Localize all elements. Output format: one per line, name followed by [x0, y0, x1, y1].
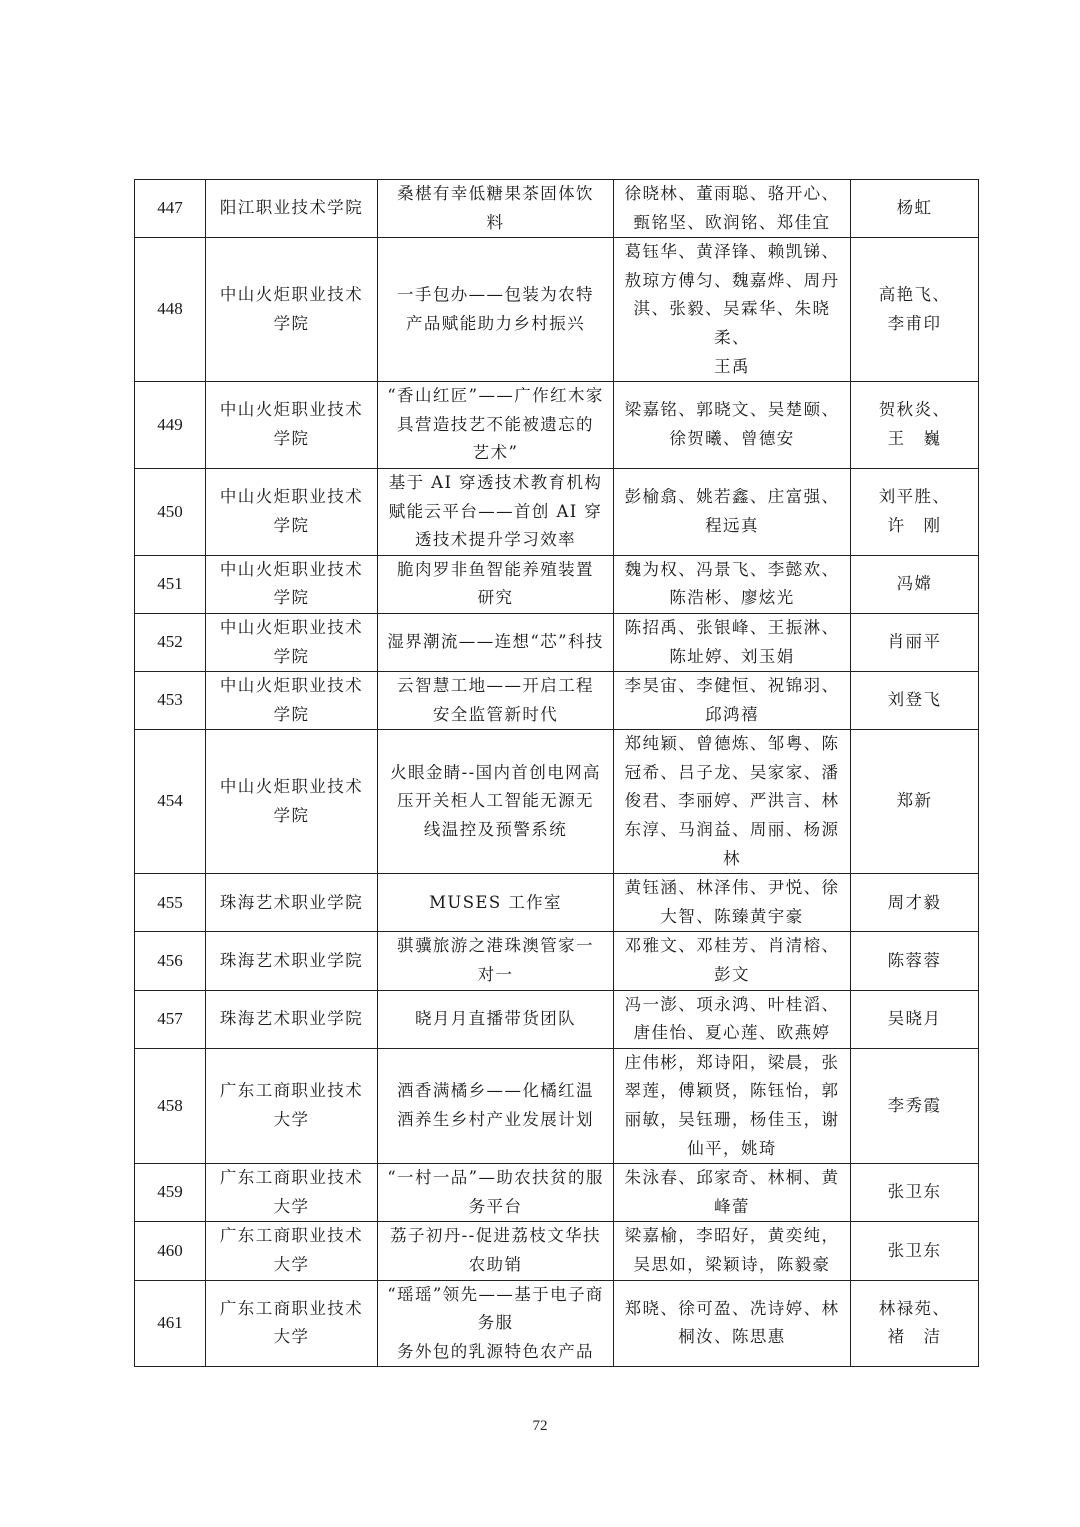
advisor-name: 杨虹 [851, 180, 979, 238]
advisor-name: 张卫东 [851, 1164, 979, 1222]
team-members: 庄伟彬，郑诗阳，梁晨，张 翠莲，傅颖贤，陈钰怡，郭 丽敏，吴钰珊，杨佳玉，谢 仙平，姚琦 [614, 1048, 851, 1163]
table-row [135, 1048, 979, 1163]
team-members: 朱泳春、邱家奇、林桐、黄 峰蕾 [614, 1164, 851, 1222]
team-members: 李昊宙、李健恒、祝锦羽、 邱鸿禧 [614, 672, 851, 730]
team-members: 陈招禹、张银峰、王振淋、 陈址婷、刘玉娟 [614, 613, 851, 671]
project-name: 桑椹有幸低糖果茶固体饮 料 [378, 180, 614, 238]
project-name: 荔子初丹--促进荔枝文华扶 农助销 [378, 1222, 614, 1280]
row-number: 447 [135, 180, 206, 238]
project-name: 火眼金睛--国内首创电网高 压开关柜人工智能无源无 线温控及预警系统 [378, 730, 614, 874]
table-row [135, 468, 979, 555]
project-name: 基于 AI 穿透技术教育机构 赋能云平台——首创 AI 穿 透技术提升学习效率 [378, 468, 614, 555]
school-name: 中山火炬职业技术 学院 [206, 468, 378, 555]
advisor-name: 肖丽平 [851, 613, 979, 671]
advisor-name: 冯嫦 [851, 555, 979, 613]
team-members: 魏为权、冯景飞、李懿欢、 陈浩彬、廖炫光 [614, 555, 851, 613]
table-row [135, 1280, 979, 1367]
table-row [135, 672, 979, 730]
team-members: 梁嘉榆，李昭好，黄奕纯， 吴思如，梁颖诗，陈毅豪 [614, 1222, 851, 1280]
row-number: 459 [135, 1164, 206, 1222]
advisor-name: 周才毅 [851, 874, 979, 932]
table-row [135, 613, 979, 671]
school-name: 阳江职业技术学院 [206, 180, 378, 238]
row-number: 454 [135, 730, 206, 874]
team-members: 徐晓林、董雨聪、骆开心、 甄铭坚、欧润铭、郑佳宜 [614, 180, 851, 238]
table-row [135, 730, 979, 874]
advisor-name: 陈蓉蓉 [851, 932, 979, 990]
row-number: 449 [135, 382, 206, 469]
school-name: 广东工商职业技术 大学 [206, 1222, 378, 1280]
advisor-name: 林禄苑、 褚 洁 [851, 1280, 979, 1367]
project-name: 云智慧工地——开启工程 安全监管新时代 [378, 672, 614, 730]
project-name: “一村一品”—助农扶贫的服 务平台 [378, 1164, 614, 1222]
team-members: 郑纯颖、曾德炼、邹粤、陈 冠希、吕子龙、吴家家、潘 俊君、李丽婷、严洪言、林 东淳、马润益、周丽、杨源 林 [614, 730, 851, 874]
table-row [135, 1222, 979, 1280]
row-number: 452 [135, 613, 206, 671]
table-row [135, 180, 979, 238]
team-members: 彭榆翕、姚若鑫、庄富强、 程远真 [614, 468, 851, 555]
project-name: “香山红匠”——广作红木家 具营造技艺不能被遗忘的 艺术” [378, 382, 614, 469]
advisor-name: 李秀霞 [851, 1048, 979, 1163]
team-members: 邓雅文、邓桂芳、肖清榕、 彭文 [614, 932, 851, 990]
table-row [135, 382, 979, 469]
row-number: 458 [135, 1048, 206, 1163]
page-number: 72 [532, 1418, 548, 1434]
advisor-name: 贺秋炎、 王 巍 [851, 382, 979, 469]
roster-body [135, 180, 979, 1367]
table-row [135, 874, 979, 932]
team-members: 梁嘉铭、郭晓文、吴楚颐、 徐贺曦、曾德安 [614, 382, 851, 469]
school-name: 中山火炬职业技术 学院 [206, 613, 378, 671]
team-members: 葛钰华、黄泽锋、赖凯锑、 敖琼方傅匀、魏嘉烨、周丹 淇、张毅、吴霖华、朱晓柔、 王禹 [614, 238, 851, 382]
team-members: 郑晓、徐可盈、冼诗婷、林 桐汝、陈思惠 [614, 1280, 851, 1367]
project-name: MUSES 工作室 [378, 874, 614, 932]
school-name: 中山火炬职业技术 学院 [206, 382, 378, 469]
advisor-name: 刘登飞 [851, 672, 979, 730]
table-row [135, 932, 979, 990]
school-name: 珠海艺术职业学院 [206, 874, 378, 932]
table-row [135, 238, 979, 382]
advisor-name: 刘平胜、 许 刚 [851, 468, 979, 555]
school-name: 广东工商职业技术 大学 [206, 1164, 378, 1222]
school-name: 广东工商职业技术 大学 [206, 1048, 378, 1163]
table-row [135, 1164, 979, 1222]
row-number: 453 [135, 672, 206, 730]
project-name: 脆肉罗非鱼智能养殖装置 研究 [378, 555, 614, 613]
project-name: 湿界潮流——连想“芯”科技 [378, 613, 614, 671]
school-name: 中山火炬职业技术 学院 [206, 555, 378, 613]
row-number: 448 [135, 238, 206, 382]
project-name: 晓月月直播带货团队 [378, 990, 614, 1048]
advisor-name: 郑新 [851, 730, 979, 874]
project-name: “瑶瑶”领先——基于电子商 务服 务外包的乳源特色农产品 [378, 1280, 614, 1367]
row-number: 456 [135, 932, 206, 990]
row-number: 455 [135, 874, 206, 932]
table-row [135, 990, 979, 1048]
school-name: 中山火炬职业技术 学院 [206, 730, 378, 874]
advisor-name: 张卫东 [851, 1222, 979, 1280]
row-number: 451 [135, 555, 206, 613]
table-row [135, 555, 979, 613]
award-roster-table [134, 179, 979, 1367]
team-members: 黄钰涵、林泽伟、尹悦、徐 大智、陈臻黄宇豪 [614, 874, 851, 932]
advisor-name: 高艳飞、 李甫印 [851, 238, 979, 382]
row-number: 461 [135, 1280, 206, 1367]
project-name: 酒香满橘乡——化橘红温 酒养生乡村产业发展计划 [378, 1048, 614, 1163]
row-number: 450 [135, 468, 206, 555]
row-number: 457 [135, 990, 206, 1048]
team-members: 冯一澎、项永鸿、叶桂滔、 唐佳怡、夏心莲、欧燕婷 [614, 990, 851, 1048]
school-name: 中山火炬职业技术 学院 [206, 672, 378, 730]
school-name: 中山火炬职业技术 学院 [206, 238, 378, 382]
project-name: 骐骥旅游之港珠澳管家一 对一 [378, 932, 614, 990]
row-number: 460 [135, 1222, 206, 1280]
school-name: 珠海艺术职业学院 [206, 990, 378, 1048]
advisor-name: 吴晓月 [851, 990, 979, 1048]
school-name: 广东工商职业技术 大学 [206, 1280, 378, 1367]
school-name: 珠海艺术职业学院 [206, 932, 378, 990]
project-name: 一手包办——包装为农特 产品赋能助力乡村振兴 [378, 238, 614, 382]
